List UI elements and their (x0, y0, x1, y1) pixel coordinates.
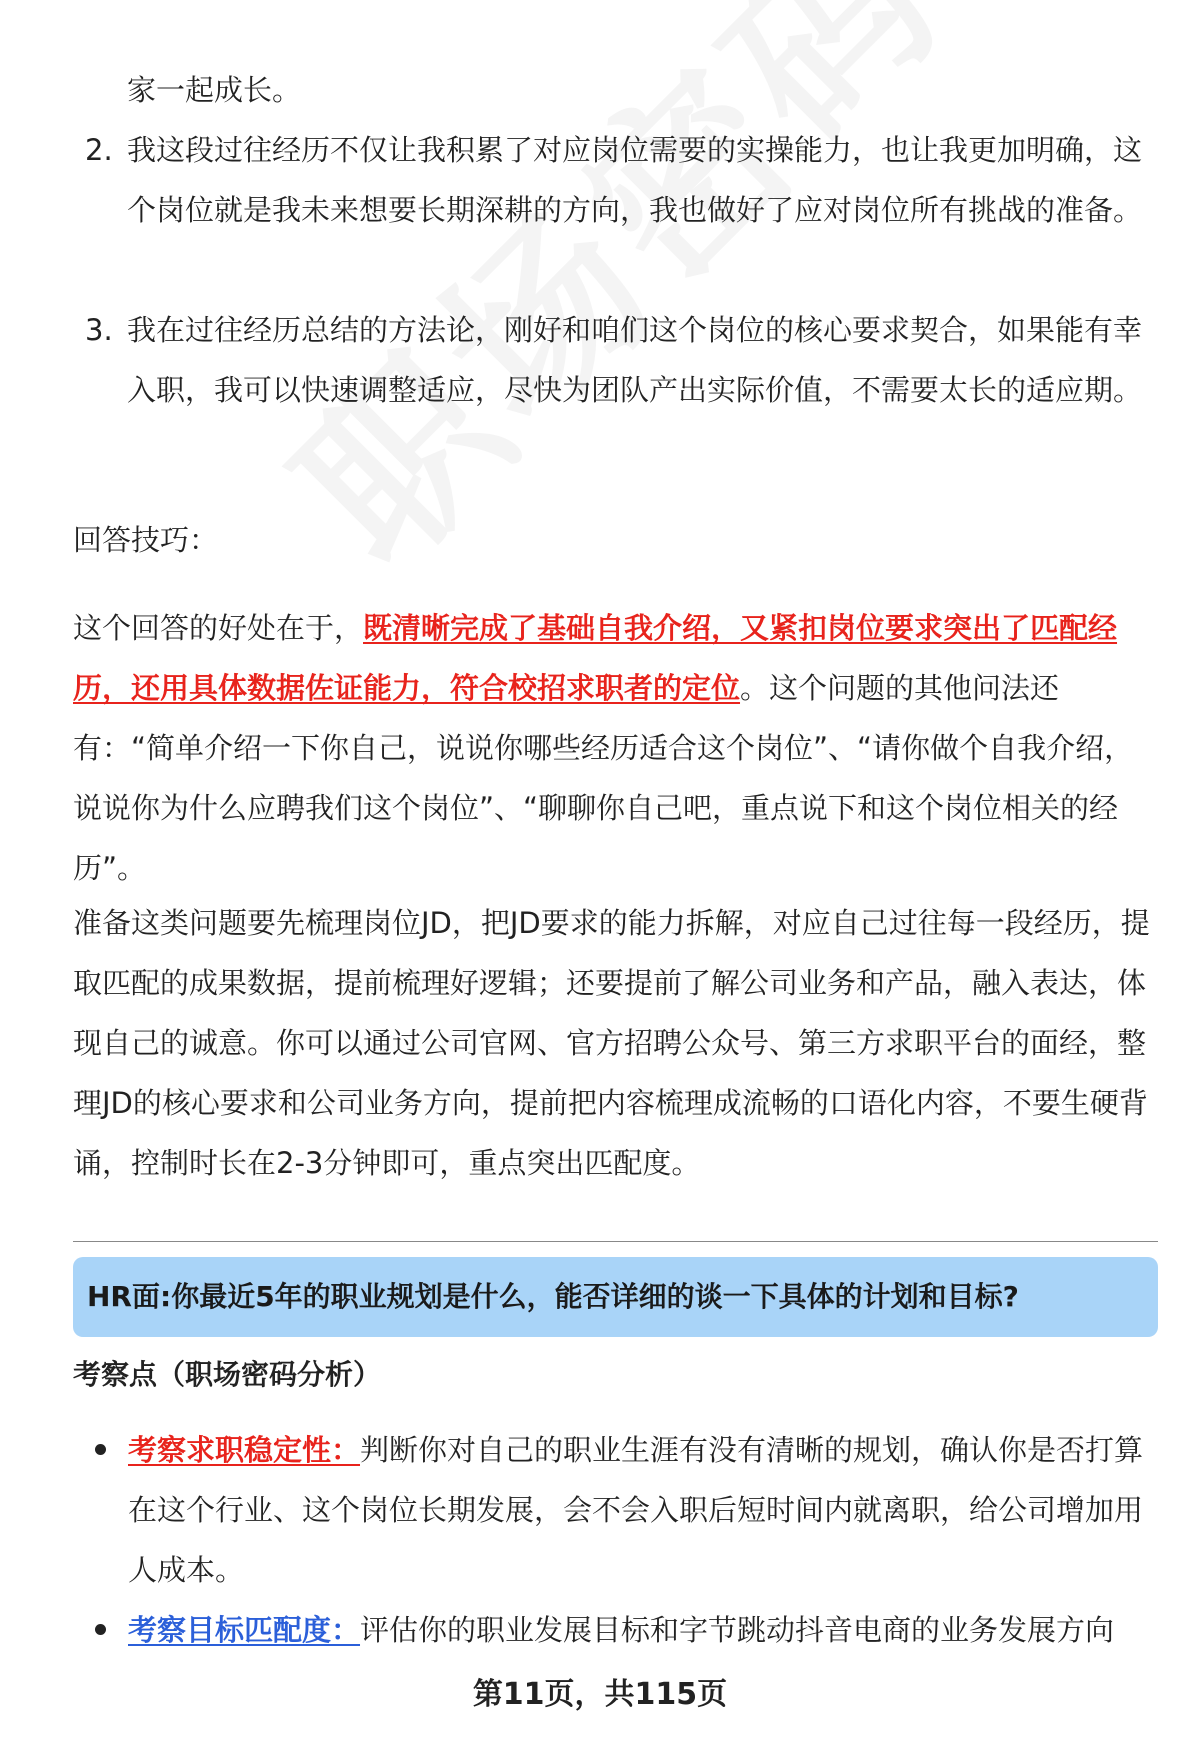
bullet-label: 考察目标匹配度： (128, 1613, 361, 1647)
list-item (95, 1420, 1145, 1600)
bullet-icon (95, 1444, 106, 1455)
list-item (75, 120, 1145, 240)
bullet-text (128, 1600, 1145, 1660)
bullet-text (128, 1420, 1145, 1600)
page-footer: 第11页，共115页 (472, 1677, 728, 1712)
bullet-body: 判断你对自己的职业生涯有没有清晰的规划，确认你是否打算在这个行业、这个岗位长期发展，会不会入职后短时间内就离职，给公司增加用人成本。 (128, 1433, 1144, 1587)
bullet-body: 评估你的职业发展目标和字节跳动抖音电商的业务发展方向 (360, 1613, 1115, 1647)
tips-highlight: 既清晰完成了基础自我介绍，又紧扣岗位要求突出了匹配经历，还用具体数据佐证能力，符合校招求职者的定位 (73, 611, 1118, 705)
hr-question-text: HR面:你最近5年的职业规划是什么，能否详细的谈一下具体的计划和目标? (87, 1280, 1019, 1313)
bullet-icon (95, 1624, 106, 1635)
tips-heading: 回答技巧： (73, 523, 219, 557)
tips-text-before: 这个回答的好处在于， (73, 611, 364, 645)
list-item (75, 300, 1145, 420)
tips-text-after: 。这个问题的其他问法还有：“简单介绍一下你自己，说说你哪些经历适合这个岗位”、“请你做个自我介绍，说说你为什么应聘我们这个岗位”、“聊聊你自己吧，重点说下和这个岗位相关的经历”。 (73, 671, 1134, 885)
list-text: 我在过往经历总结的方法论，刚好和咱们这个岗位的核心要求契合，如果能有幸入职，我可以快速调整适应，尽快为团队产出实际价值，不需要太长的适应期。 (127, 313, 1143, 407)
list-continuation: 家一起成长。 (127, 73, 302, 107)
list-text: 我这段过往经历不仅让我积累了对应岗位需要的实操能力，也让我更加明确，这个岗位就是我未来想要长期深耕的方向，我也做好了应对岗位所有挑战的准备。 (127, 133, 1143, 227)
analysis-heading: 考察点（职场密码分析） (73, 1358, 382, 1391)
section-divider (73, 1241, 1158, 1242)
prep-paragraph: 准备这类问题要先梳理岗位JD，把JD要求的能力拆解，对应自己过往每一段经历，提取匹配的成果数据，提前梳理好逻辑；还要提前了解公司业务和产品，融入表达，体现自己的诚意。你可以通过公司官网、官方招聘公众号、第三方求职平台的面经，整理JD的核心要求和公司业务方向，提前把内容梳理成流畅的口语化内容，不要生硬背诵，控制时长在2-3分钟即可，重点突出匹配度。 (73, 906, 1150, 1180)
tips-paragraph (73, 598, 1153, 898)
bullet-label: 考察求职稳定性： (128, 1433, 361, 1467)
hr-question-banner (73, 1257, 1158, 1337)
list-item (95, 1600, 1145, 1660)
list-number: 3. (85, 313, 113, 347)
list-number: 2. (85, 133, 113, 167)
